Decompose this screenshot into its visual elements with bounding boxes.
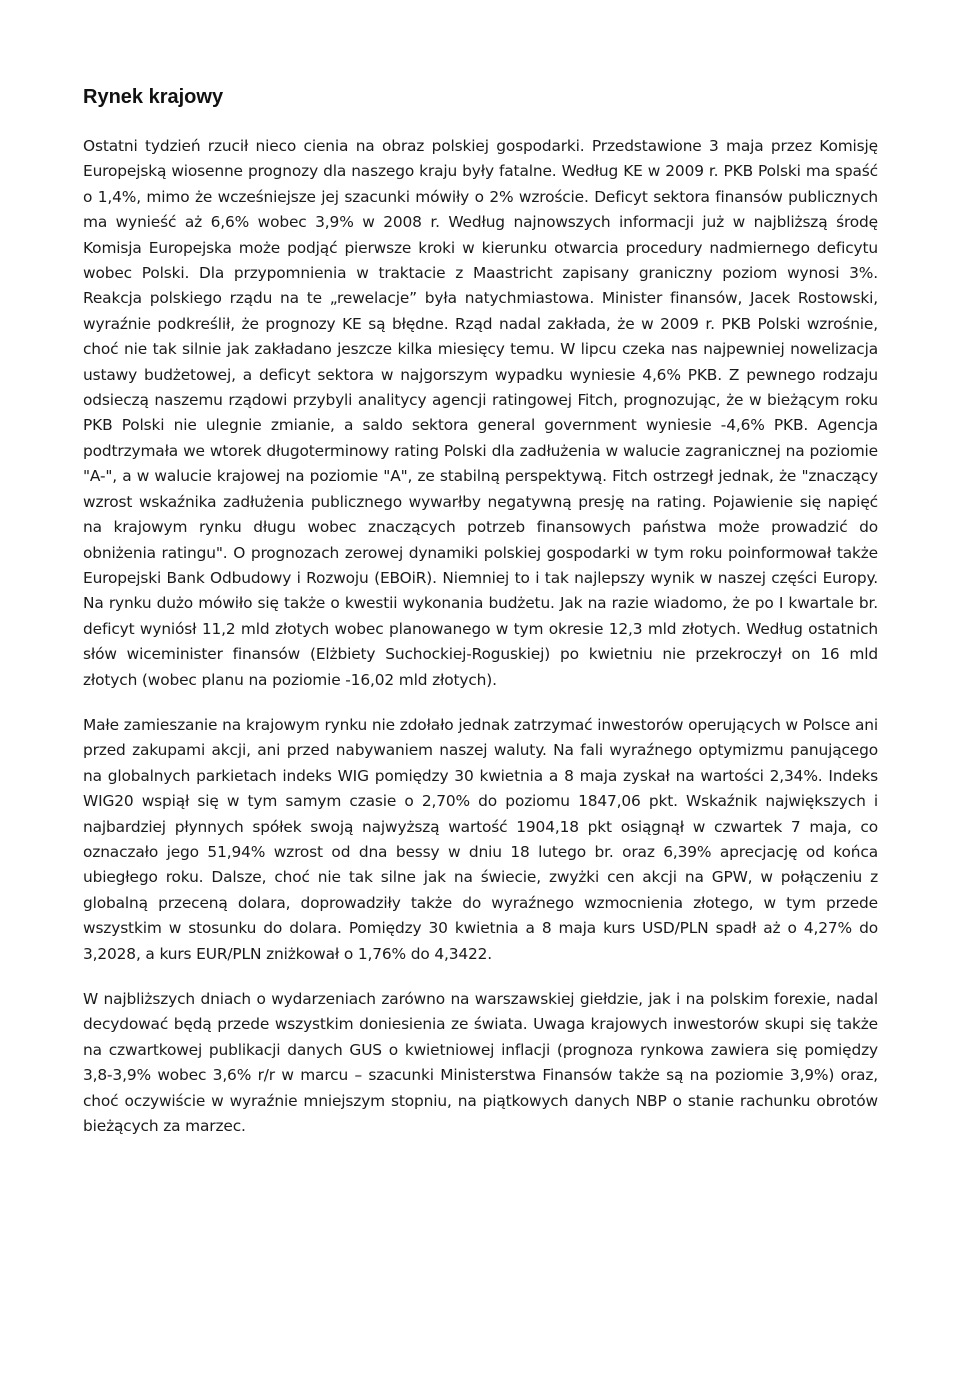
paragraph-outlook: W najbliższych dniach o wydarzeniach zarówno na warszawskiej giełdzie, jak i na polskim forexie, nadal decydować będą przede wszystkim doniesienia ze świata. Uwaga krajowych inwestorów skupi się także na czwartkowej publikacji danych GUS o kwietniowej inflacji (prognoza rynkowa zawiera się pomiędzy 3,8-3,9% wobec 3,6% r/r w marcu – szacunki Ministerstwa Finansów także są na poziomie 3,9%) oraz, choć oczywiście w wyraźnie mniejszym stopniu, na piątkowych danych NBP o stanie rachunku obrotów bieżących za marzec.	[83, 990, 878, 1136]
section-title: Rynek krajowy	[83, 86, 224, 108]
paragraph-market-performance: Małe zamieszanie na krajowym rynku nie zdołało jednak zatrzymać inwestorów operujących w Polsce ani przed zakupami akcji, ani przed nabywaniem naszej waluty. Na fali wyraźnego optymizmu panującego na globalnych parkietach indeks WIG pomiędzy 30 kwietnia a 8 maja zyskał na wartości 2,34%. Indeks WIG20 wspiął się w tym samym czasie o 2,70% do poziomu 1847,06 pkt. Wskaźnik największych i najbardziej płynnych spółek swoją najwyższą wartość 1904,18 pkt osiągnął w czwartek 7 maja, co oznaczało jego 51,94% wzrost od dna bessy w dniu 18 lutego br. oraz 6,39% aprecjację od końca ubiegłego roku. Dalsze, choć nie tak silne jak na świecie, zwyżki cen akcji na GPW, w połączeniu z globalną przeceną dolara, doprowadziły także do wyraźnego wzmocnienia złotego, w tym przede wszystkim w stosunku do dolara. Pomiędzy 30 kwietnia a 8 maja kurs USD/PLN spadł aż o 4,27% do 3,2028, a kurs EUR/PLN zniżkował o 1,76% do 4,3422.	[83, 715, 878, 963]
document-page	[83, 82, 878, 1159]
paragraph-domestic-economy: Ostatni tydzień rzucił nieco cienia na obraz polskiej gospodarki. Przedstawione 3 maja przez Komisję Europejską wiosenne prognozy dla naszego kraju były fatalne. Według KE w 2009 r. PKB Polski ma spaść o 1,4%, mimo że wcześniejsze jej szacunki mówiły o 2% wzroście. Deficyt sektora finansów publicznych ma wynieść aż 6,6% wobec 3,9% w 2008 r. Według najnowszych informacji już w najbliższą środę Komisja Europejska może podjąć pierwsze kroki w kierunku otwarcia procedury nadmiernego deficytu wobec Polski. Dla przypomnienia w traktacie z Maastricht zapisany graniczny poziom wynosi 3%. Reakcja polskiego rządu na te „rewelacje” była natychmiastowa. Minister finansów, Jacek Rostowski, wyraźnie podkreślił, że prognozy KE są błędne. Rząd nadal zakłada, że w 2009 r. PKB Polski wzrośnie, choć nie tak silnie jak zakładano jeszcze kilka miesięcy temu. W lipcu czeka nas najpewniej nowelizacja ustawy budżetowej, a deficyt sektora w najgorszym wypadku wyniesie 4,6% PKB. Z pewnego rodzaju odsieczą naszemu rządowi przybyli analitycy agencji ratingowej Fitch, prognozując, że w bieżącym roku PKB Polski nie ulegnie zmianie, a saldo sektora general government wyniesie -4,6% PKB. Agencja podtrzymała we wtorek długoterminowy rating Polski dla zadłużenia w walucie zagranicznej na poziomie "A-", a w walucie krajowej na poziomie "A", ze stabilną perspektywą. Fitch ostrzegł jednak, że "znaczący wzrost wskaźnika zadłużenia publicznego wywarłby negatywną presję na rating. Pojawienie się napięć na krajowym rynku długu wobec znaczących potrzeb finansowych państwa może prowadzić do obniżenia ratingu". O prognozach zerowej dynamiki polskiej gospodarki w tym roku poinformował także Europejski Bank Odbudowy i Rozwoju (EBOiR). Niemniej to i tak najlepszy wynik w naszej części Europy. Na rynku dużo mówiło się także o kwestii wykonania budżetu. Jak na razie wiadomo, że po I kwartale br. deficyt wyniósł 11,2 mld złotych wobec planowanego w tym okresie 12,3 mld złotych. Według ostatnich słów wiceminister finansów (Elżbiety Suchockiej-Roguskiej) po kwietniu nie przekroczył on 16 mld złotych (wobec planu na poziomie -16,02 mld złotych).	[83, 137, 878, 689]
